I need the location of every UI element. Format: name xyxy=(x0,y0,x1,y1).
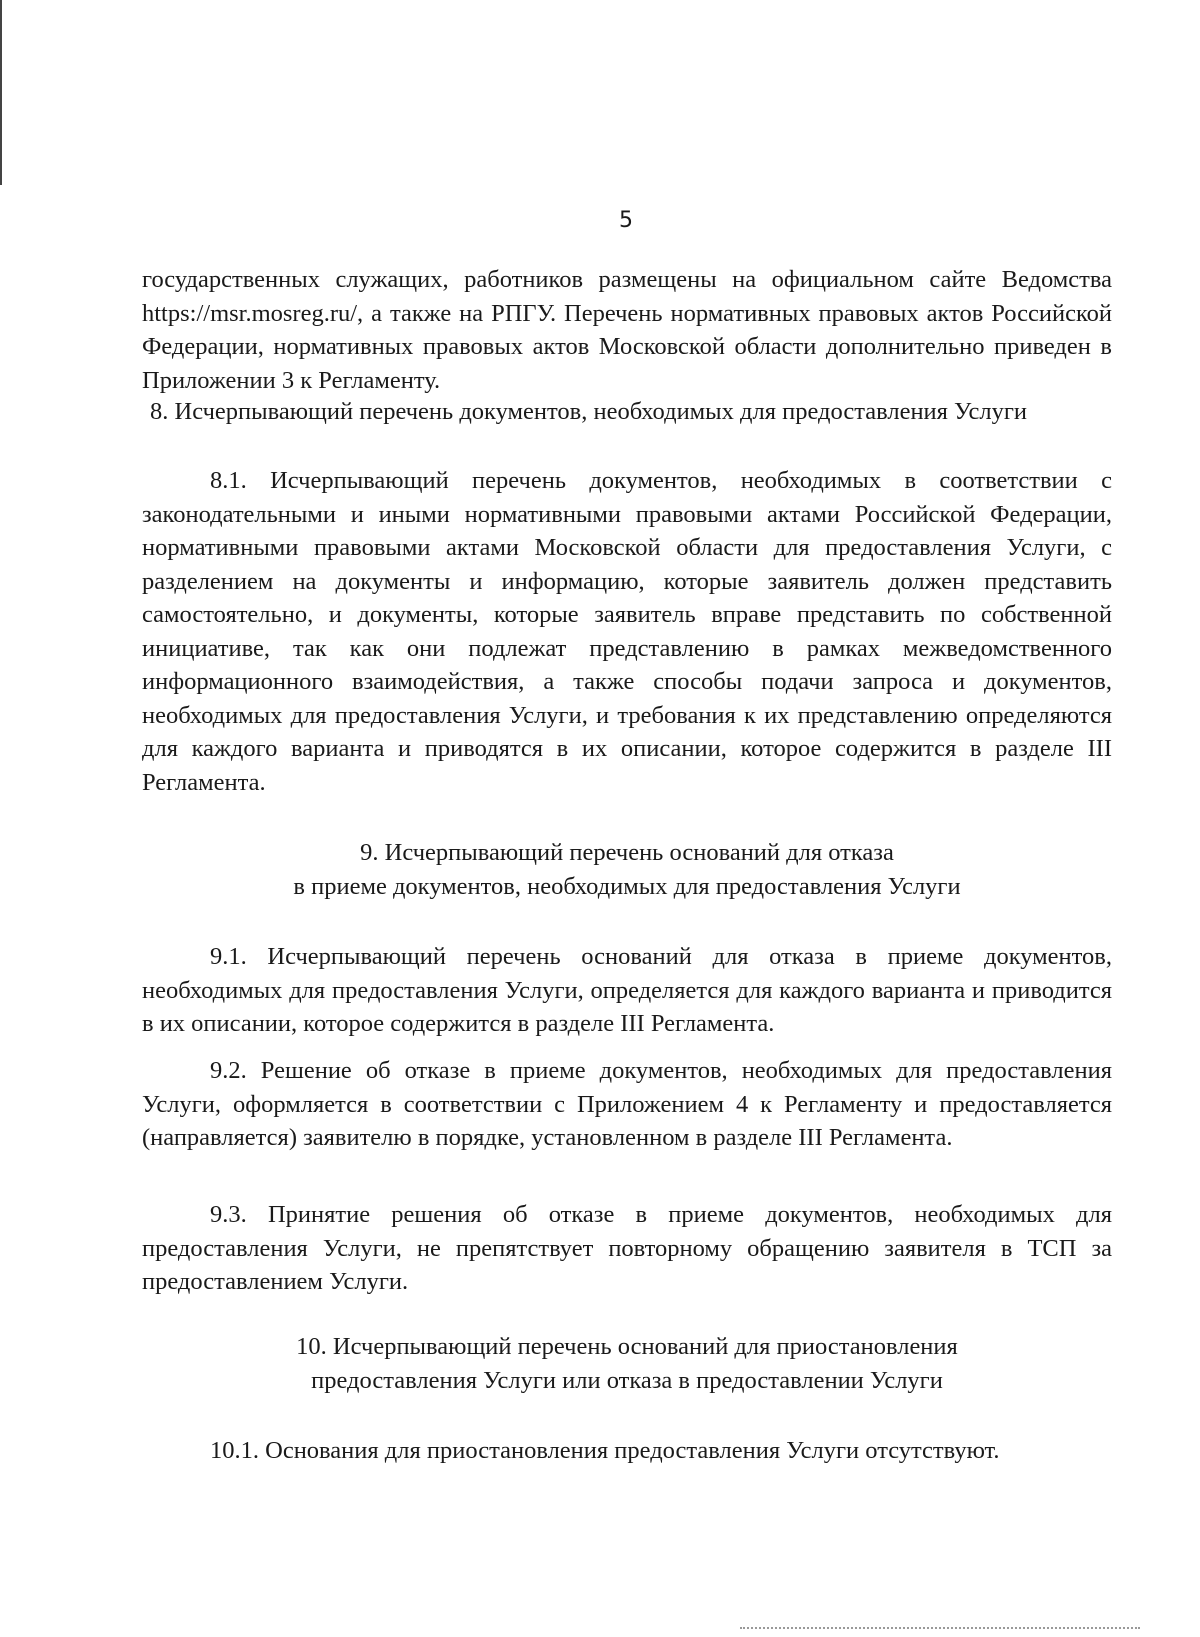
scan-edge-line xyxy=(0,0,2,185)
section-9-heading xyxy=(142,836,1112,904)
paragraph-8-1: 8.1. Исчерпывающий перечень документов, необходимых в соответствии с законодательными и иными нормативными правовыми актами Российской Федерации, нормативными правовыми актами Московской области для предоставления Услуги, с разделением на документы и информацию, которые заявитель должен представить самостоятельно, и документы, которые заявитель вправе представить по собственной инициативе, так как они подлежат представлению в рамках межведомственного информационного взаимодействия, а также способы подачи запроса и документов, необходимых для предоставления Услуги, и требования к их представлению определяются для каждого варианта и приводятся в их описании, которое содержится в разделе III Регламента. xyxy=(142,467,1112,796)
page-number: 5 xyxy=(619,208,633,233)
paragraph-9-1: 9.1. Исчерпывающий перечень оснований для отказа в приеме документов, необходимых для предоставления Услуги, определяется для каждого варианта и приводится в их описании, которое содержится в разделе III Регламента. xyxy=(142,943,1112,1037)
paragraph-9-3: 9.3. Принятие решения об отказе в приеме документов, необходимых для предоставления Услуги, не препятствует повторному обращению заявителя в ТСП за предоставлением Услуги. xyxy=(142,1201,1112,1295)
scan-footer-marks xyxy=(740,1627,1140,1631)
paragraph-10-1: 10.1. Основания для приостановления предоставления Услуги отсутствуют. xyxy=(210,1437,1000,1464)
paragraph-9-2: 9.2. Решение об отказе в приеме документов, необходимых для предоставления Услуги, оформляется в соответствии с Приложением 4 к Регламенту и предоставляется (направляется) заявителю в порядке, установленном в разделе III Регламента. xyxy=(142,1057,1112,1151)
continuation-paragraph: государственных служащих, работников размещены на официальном сайте Ведомства https://msr.mosreg.ru/, а также на РПГУ. Перечень нормативных правовых актов Российской Федерации, нормативных правовых актов Московской области дополнительно приведен в Приложении 3 к Регламенту. xyxy=(142,266,1112,394)
section-9-heading-line-2: в приеме документов, необходимых для предоставления Услуги xyxy=(293,873,961,900)
section-9-heading-line-1: 9. Исчерпывающий перечень оснований для отказа xyxy=(360,839,894,866)
section-8-heading: 8. Исчерпывающий перечень документов, необходимых для предоставления Услуги xyxy=(150,398,1027,425)
section-10-heading-line-2: предоставления Услуги или отказа в предоставлении Услуги xyxy=(311,1367,943,1394)
section-10-heading xyxy=(142,1330,1112,1398)
section-10-heading-line-1: 10. Исчерпывающий перечень оснований для приостановления xyxy=(296,1333,958,1360)
